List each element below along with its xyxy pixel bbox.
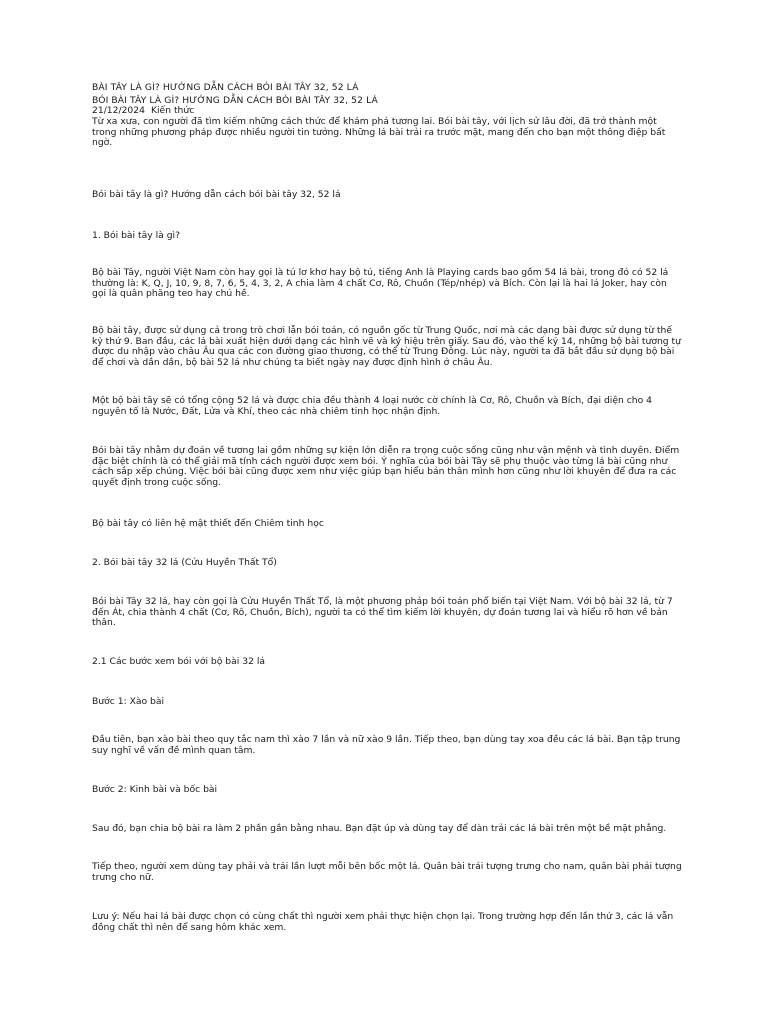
step-heading: Bước 2: Kinh bài và bốc bài xyxy=(92,784,218,795)
category-label: Kiến thức xyxy=(150,105,195,116)
paragraph: Lưu ý: Nếu hai lá bài được chọn có cùng chất thì người xem phải thực hiện chọn lại. Trong trường hợp đến lần thứ 3, các lá vẫn đồng chất thì nên để sang hôm khác xem. xyxy=(92,911,674,933)
section-heading: 2. Bói bài tây 32 lá (Cửu Huyền Thất Tổ) xyxy=(92,557,277,568)
article-heading: BÓI BÀI TÂY LÀ GÌ? HƯỚNG DẪN CÁCH BÓI BÀI TÂY 32, 52 LÁ xyxy=(92,95,378,106)
image-caption: Bộ bài tây có liên hệ mật thiết đến Chiêm tinh học xyxy=(92,518,324,529)
paragraph: Tiếp theo, người xem dùng tay phải và trái lần lượt mỗi bên bốc một lá. Quân bài trái tượng trưng cho nam, quân bài phải tượng trưng cho nữ. xyxy=(92,861,682,883)
intro-paragraph: Từ xa xưa, con người đã tìm kiếm những cách thức để khám phá tương lai. Bói bài tây, với lịch sử lâu đời, đã trở thành một trong những phương pháp được nhiều người tin tưởng. Những lá bài trải ra trước mặt, mang đến cho bạn một thông điệp bất ngờ. xyxy=(92,116,666,149)
paragraph: Một bộ bài tây sẽ có tổng cộng 52 lá và được chia đều thành 4 loại nước cờ chính là Cơ, Rô, Chuồn và Bích, đại diện cho 4 nguyên tố là Nước, Đất, Lửa và Khí, theo các nhà chiêm tinh học nhận định. xyxy=(92,395,652,417)
document-title: BÀI TÂY LÀ GÌ? HƯỚNG DẪN CÁCH BÓI BÀI TÂY 32, 52 LÁ xyxy=(92,82,359,93)
paragraph: Bói bài tây nhằm dự đoán về tương lai gồm những sự kiện lớn diễn ra trọng cuộc sống cũng như vận mệnh và tình duyên. Điểm đặc biệt chính là có thể giải mã tính cách người được xem bói. Ý nghĩa của bói bài Tây sẽ phụ thuộc vào từng lá bài cũng như cách sắp xếp chúng. Việc bói bài cũng được xem như việc giúp bạn hiểu bản thân mình hơn cũng như lời khuyên để đưa ra các quyết định trong cuộc sống. xyxy=(92,445,680,488)
image-caption: Bói bài tây là gì? Hướng dẫn cách bói bài tây 32, 52 lá xyxy=(92,189,341,200)
article-meta xyxy=(92,106,682,117)
paragraph: Đầu tiên, bạn xào bài theo quy tắc nam thì xào 7 lần và nữ xào 9 lần. Tiếp theo, bạn dùng tay xoa đều các lá bài. Bạn tập trung suy nghĩ về vấn đề mình quan tâm. xyxy=(92,734,681,756)
subsection-heading: 2.1 Các bước xem bói với bộ bài 32 lá xyxy=(92,656,266,667)
paragraph: Bộ bài Tây, người Việt Nam còn hay gọi là tú lơ khơ hay bộ tú, tiếng Anh là Playing cards bao gồm 54 lá bài, trong đó có 52 lá thường là: K, Q, J, 10, 9, 8, 7, 6, 5, 4, 3, 2, A chia làm 4 chất Cơ, Rô, Chuồn (Tép/nhép) và Bích. Còn lại là hai lá Joker, hay còn gọi là quân phăng teo hay chú hề. xyxy=(92,267,669,300)
paragraph: Sau đó, bạn chia bộ bài ra làm 2 phần gần bằng nhau. Bạn đặt úp và dùng tay để dàn trải các lá bài trên một bề mặt phẳng. xyxy=(92,823,667,834)
paragraph: Bói bài Tây 32 lá, hay còn gọi là Cửu Huyền Thất Tổ, là một phương pháp bói toán phổ biến tại Việt Nam. Với bộ bài 32 lá, từ 7 đến Át, chia thành 4 chất (Cơ, Rô, Chuồn, Bích), người ta có thể tìm kiếm lời khuyên, dự đoán tương lai và hiểu rõ hơn về bản thân. xyxy=(92,596,673,629)
section-heading: 1. Bói bài tây là gì? xyxy=(92,230,180,241)
step-heading: Bước 1: Xào bài xyxy=(92,696,165,707)
paragraph: Bộ bài tây, được sử dụng cả trong trò chơi lẫn bói toán, có nguồn gốc từ Trung Quốc, nơi mà các dạng bài được sử dụng từ thế kỷ thứ 9. Ban đầu, các lá bài xuất hiện dưới dạng các hình vẽ và ký hiệu trên giấy. Sau đó, vào thế kỷ 14, những bộ bài tương tự được du nhập vào châu Âu qua các con đường giao thương, có thể từ Trung Đông. Lúc này, người ta đã bắt đầu sử dụng bộ bài để chơi và dần dần, bộ bài 52 lá như chúng ta biết ngày nay được định hình ở châu Âu. xyxy=(92,325,681,368)
publish-date: 21/12/2024 xyxy=(92,105,145,116)
